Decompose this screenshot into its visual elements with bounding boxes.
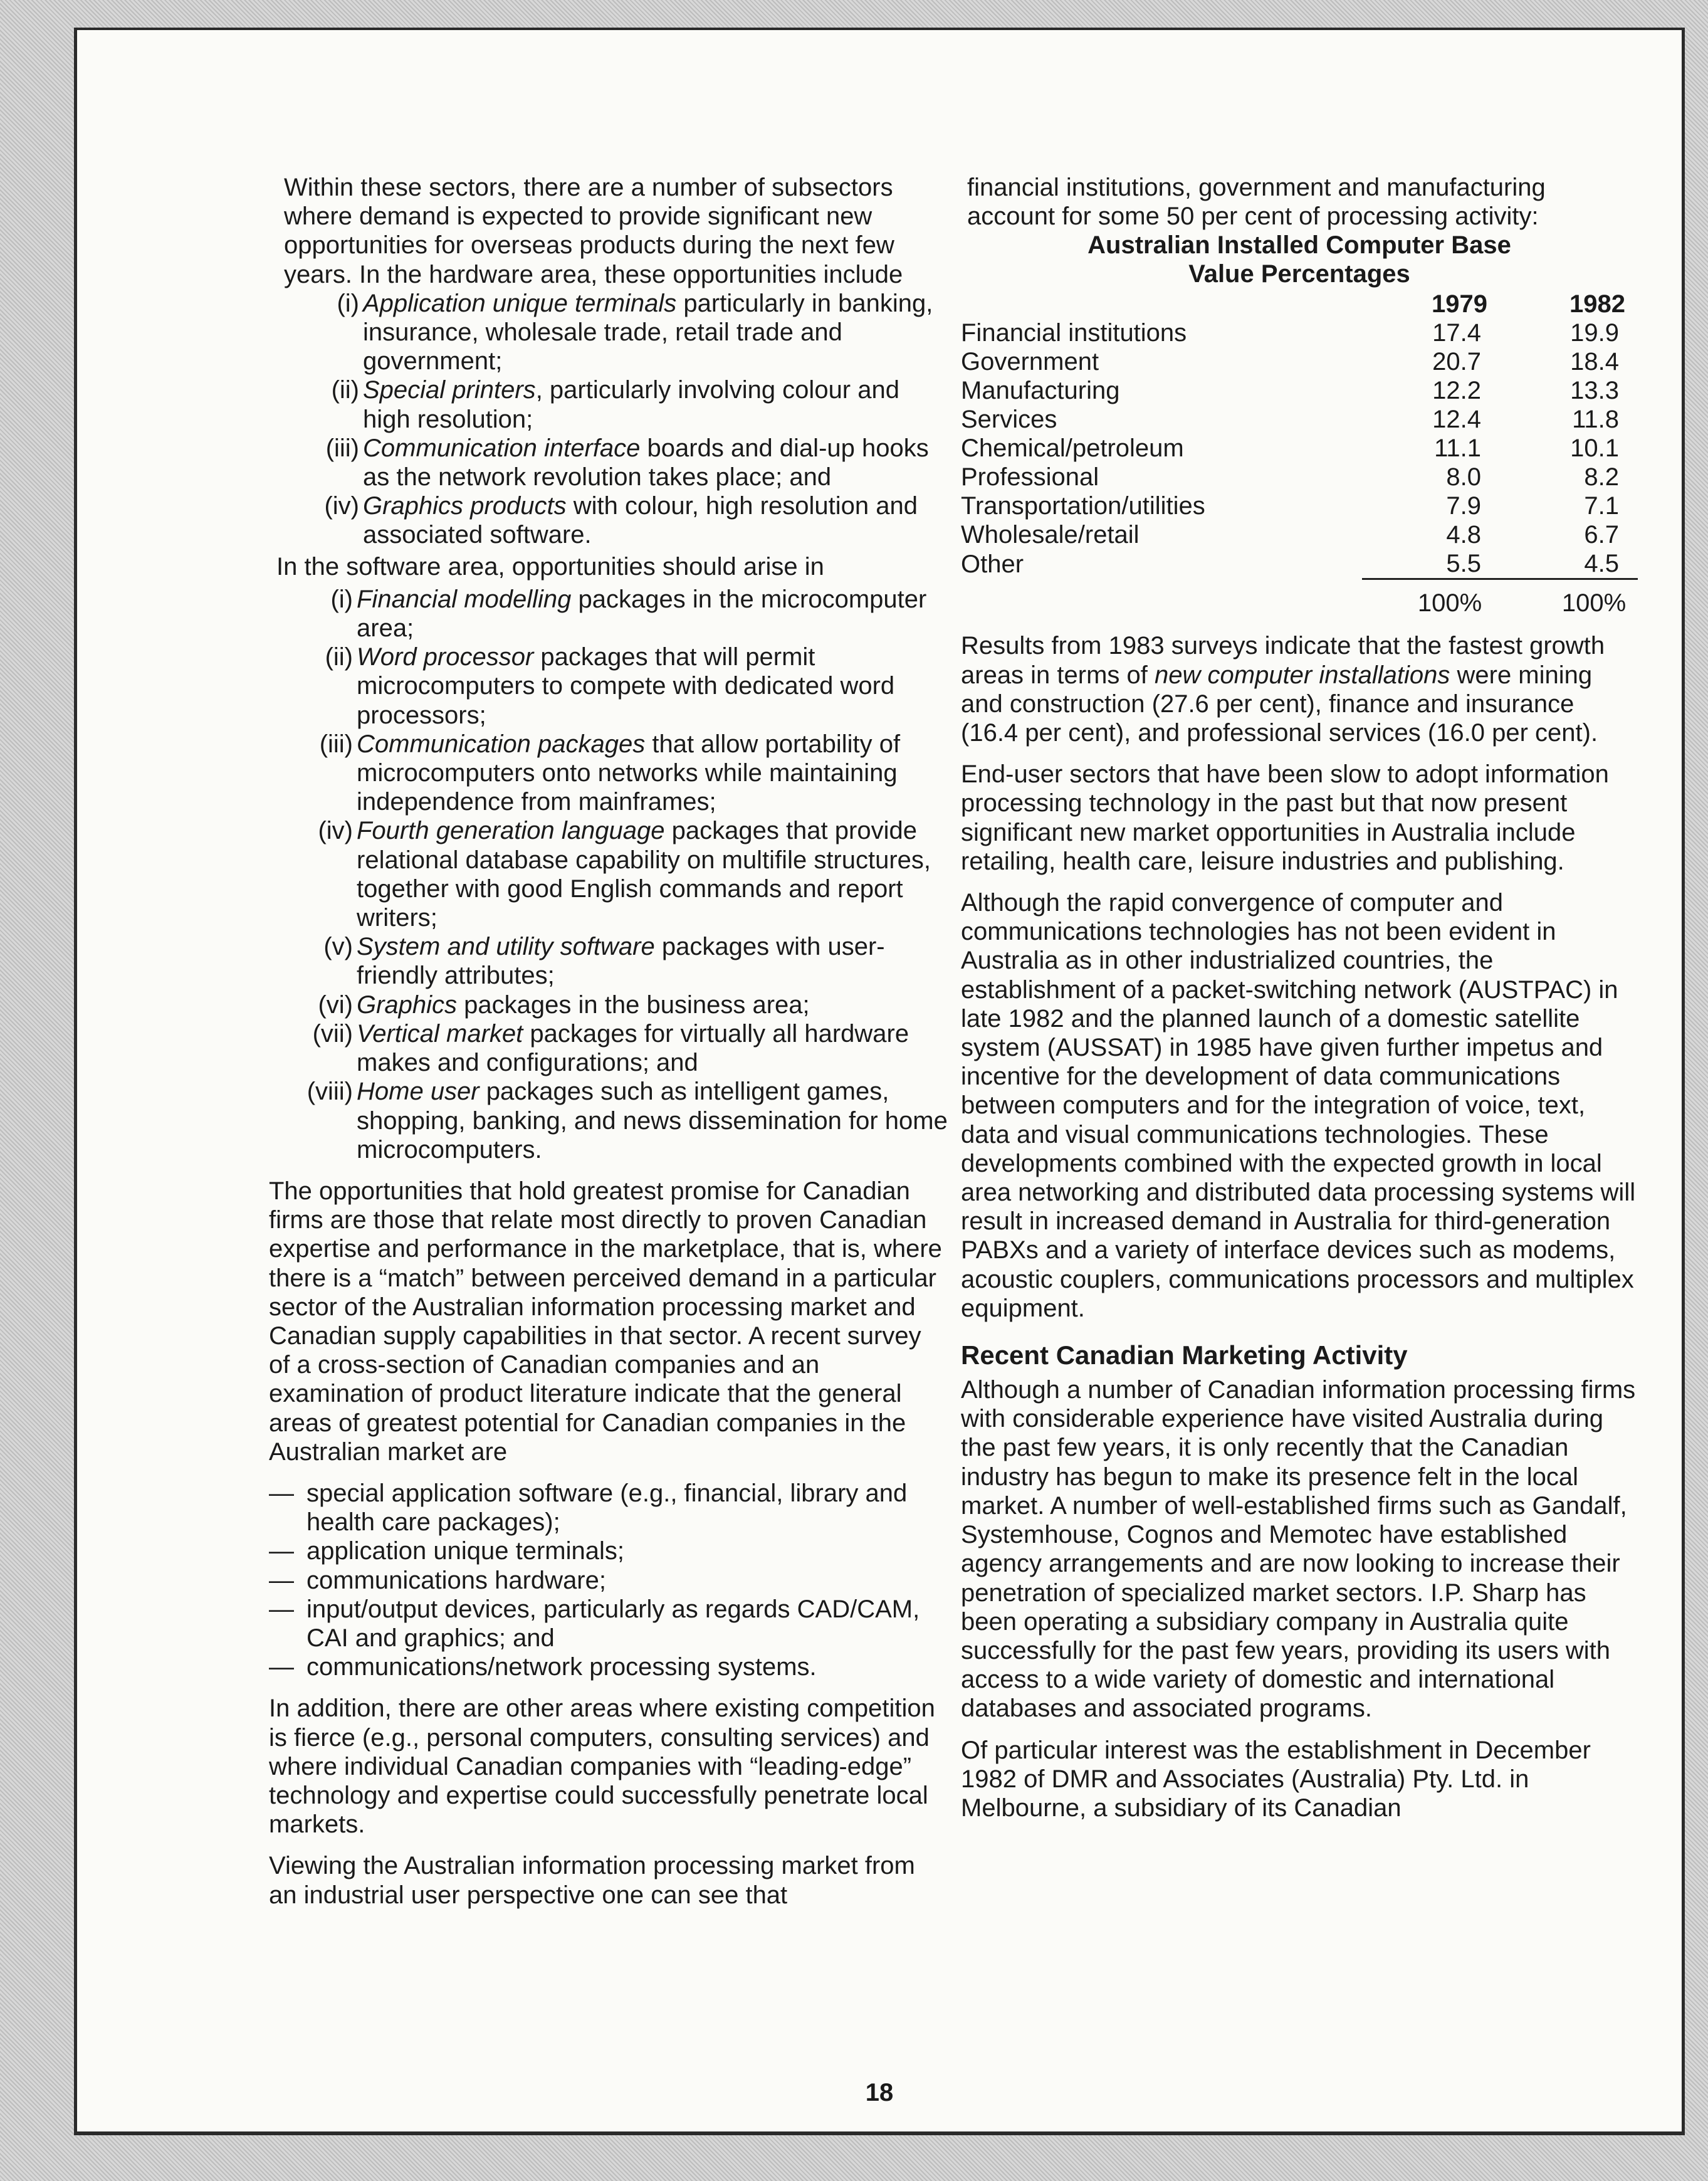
column-header-1982: 1982	[1569, 290, 1625, 318]
column-header-1979: 1979	[1432, 290, 1487, 318]
intro-paragraph: Within these sectors, there are a number of subsectors where demand is expected to provide significant new opportunities for overseas products during the next few years. In the hardware area, these opportunities include	[284, 174, 903, 288]
dmr-paragraph: Of particular interest was the establishment in December 1982 of DMR and Associates (Australia) Pty. Ltd. in Melbourne, a subsidiary of its Canadian	[961, 1736, 1591, 1822]
marketing-paragraph: Although a number of Canadian information processing firms with considerable experience have visited Australia during the past few years, it is only recently that the Canadian industry has begun to make its presence felt in the local market. A number of well-established firms such as Gandalf, Systemhouse, Cognos and Memotec have established agency arrangements and are now looking to increase their penetration of specialized market sectors. I.P. Sharp has been operating a subsidiary company in Australia quite successfully for the past few years, providing its users with access to a wide variety of domestic and international databases and associated programs.	[961, 1376, 1636, 1723]
list-item: (i) Financial modelling packages in the microcomputer area;	[330, 585, 927, 643]
list-item: — communications/network processing systems.	[269, 1653, 817, 1681]
table-row: Transportation/utilities 7.9 7.1	[961, 492, 1619, 520]
table-row: Financial institutions 17.4 19.9	[961, 319, 1619, 347]
table-row: Professional 8.0 8.2	[961, 463, 1619, 491]
table-row: Chemical/petroleum 11.1 10.1	[961, 434, 1619, 463]
table-row: Manufacturing 12.2 13.3	[961, 377, 1619, 405]
list-item: — input/output devices, particularly as regards CAD/CAM, CAI and graphics; and	[269, 1595, 920, 1652]
list-item: — communications hardware;	[269, 1566, 606, 1594]
list-item: (ii) Special printers, particularly involving colour and high resolution;	[331, 376, 899, 433]
table-row: Other 5.5 4.5	[961, 549, 1638, 579]
table-row: Services 12.4 11.8	[961, 406, 1619, 434]
table-title: Australian Installed Computer Base Value Percentages	[1087, 231, 1511, 288]
addition-paragraph: In addition, there are other areas where existing competition is fierce (e.g., personal computers, consulting services) and where individual Canadian companies with “leading-edge” technology and expertise could successfully penetrate local markets.	[269, 1695, 935, 1839]
list-item: (v) System and utility software packages with user-friendly attributes;	[323, 933, 885, 990]
list-item: (iii) Communication packages that allow portability of microcomputers onto networks while maintaining independence from mainframes;	[319, 730, 901, 816]
continued-paragraph: financial institutions, government and manufacturing account for some 50 per cent of processing activity:	[967, 174, 1546, 231]
list-item: — application unique terminals;	[269, 1537, 624, 1565]
section-heading: Recent Canadian Marketing Activity	[961, 1340, 1408, 1370]
table-row: Wholesale/retail 4.8 6.7	[961, 521, 1619, 549]
total-1982: 100%	[1561, 589, 1627, 618]
computer-base-table-block	[961, 231, 1638, 618]
opportunities-paragraph: The opportunities that hold greatest promise for Canadian firms are those that relate most directly to proven Canadian expertise and performance in the marketplace, that is, where there is a “match” between perceived demand in a particular sector of the Australian information processing market and Canadian supply capabilities in that sector. A recent survey of a cross-section of Canadian companies and an examination of product literature indicate that the general areas of greatest potential for Canadian companies in the Australian market are	[269, 1177, 942, 1466]
table-total-row	[961, 579, 1638, 618]
list-item: (iv) Graphics products with colour, high resolution and associated software.	[324, 492, 918, 549]
list-item: (iii) Communication interface boards and dial-up hooks as the network revolution takes place; and	[325, 434, 929, 491]
table-row: Government 20.7 18.4	[961, 348, 1619, 376]
document-page	[74, 28, 1685, 2135]
potential-areas-list	[269, 1479, 948, 1681]
software-opportunities-list	[284, 585, 948, 1164]
list-item: (vi) Graphics packages in the business area;	[318, 991, 810, 1019]
list-item: — special application software (e.g., financial, library and health care packages);	[269, 1479, 908, 1537]
left-column	[269, 173, 948, 1922]
hardware-opportunities-list	[284, 289, 948, 550]
list-item: (ii) Word processor packages that will permit microcomputers to compete with dedicated word processors;	[325, 643, 895, 729]
list-item: (i) Application unique terminals particularly in banking, insurance, wholesale trade, retail trade and government;	[337, 289, 933, 376]
total-1979: 100%	[1417, 589, 1482, 618]
list-item: (viii) Home user packages such as intelligent games, shopping, banking, and news dissemination for home microcomputers.	[306, 1078, 948, 1164]
computer-base-table	[961, 290, 1638, 618]
end-user-paragraph: End-user sectors that have been slow to adopt information processing technology in the past but that now present significant new market opportunities in Australia include retailing, health care, leisure industries and publishing.	[961, 760, 1609, 875]
viewing-paragraph: Viewing the Australian information processing market from an industrial user perspective one can see that	[269, 1852, 915, 1909]
results-paragraph: Results from 1983 surveys indicate that the fastest growth areas in terms of new computer installations were mining and construction (27.6 per cent), finance and insurance (16.4 per cent), and professional services (16.0 per cent).	[961, 632, 1605, 747]
table-header-row	[961, 290, 1638, 318]
software-intro: In the software area, opportunities should arise in	[276, 552, 824, 581]
right-column	[961, 173, 1638, 1822]
list-item: (iv) Fourth generation language packages that provide relational database capability on multifile structures, together with good English commands and report writers;	[318, 817, 931, 932]
convergence-paragraph: Although the rapid convergence of computer and communications technologies has not been evident in Australia as in other industrialized countries, the establishment of a packet-switching network (AUSTPAC) in late 1982 and the planned launch of a domestic satellite system (AUSSAT) in 1985 have given further impetus and incentive for the development of data communications between computers and for the integration of voice, text, data and visual communications technologies. These developments combined with the expected growth in local area networking and distributed data processing systems will result in increased demand in Australia for third-generation PABXs and a variety of interface devices such as modems, acoustic couplers, communications processors and multiplex equipment.	[961, 889, 1636, 1322]
page-number: 18	[865, 2079, 894, 2106]
list-item: (vii) Vertical market packages for virtually all hardware makes and configurations; and	[312, 1019, 909, 1077]
